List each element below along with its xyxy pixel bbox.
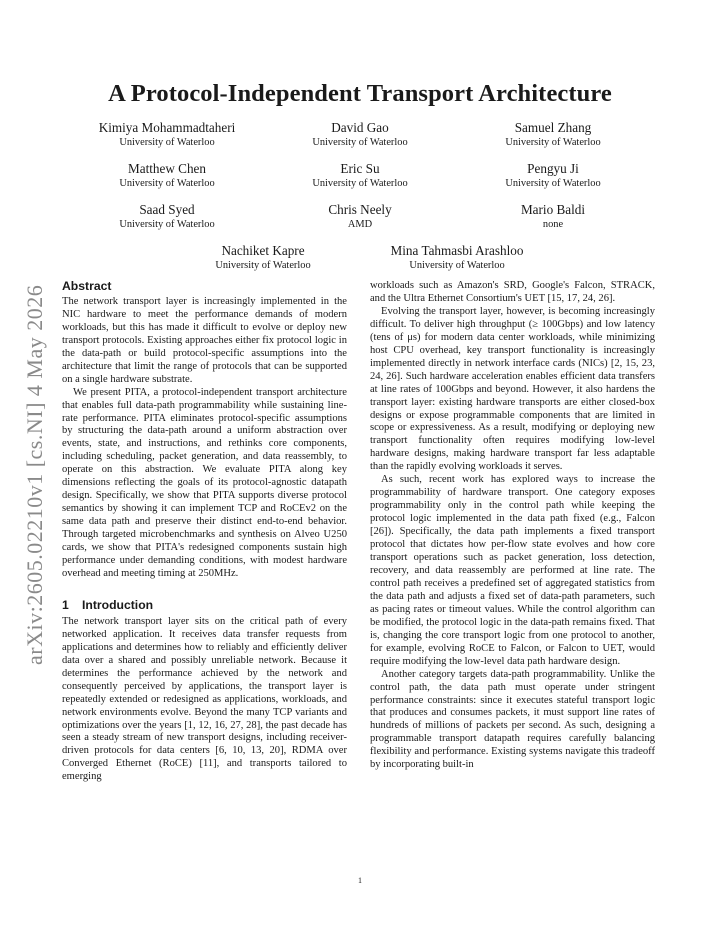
author-affiliation: University of Waterloo: [409, 260, 505, 271]
abstract-heading: Abstract: [62, 279, 112, 293]
paper-title: A Protocol-Independent Transport Architecture: [108, 80, 612, 107]
author-block: [67, 161, 267, 191]
author-name: Chris Neely: [328, 202, 392, 217]
body-paragraph: As such, recent work has explored ways to increase the programmability of hardware transport. One category exposes programmability only in the control path while keeping the protocol logic implemented in the data path fixed (e.g., Falcon [26]). Specifically, the data path implements a fixed transport protocol that dictates how per-flow state evolves and how core transport operations such as packet generation, loss detection, recovery, and data reassembly are performed at line rate. The control path receives a predefined set of aggregated statistics from the data path and adjusts a fixed set of data-path parameters, such as pacing rates or timeout values. While the control algorithm can be modified, the protocol logic in the data-path remains fixed. That is, changing the core transport logic from one protocol to another, for example, evolving RoCE to Falcon, or Falcon to UET, would require modifying the low-level data path hardware design.: [370, 474, 655, 667]
body-paragraph: workloads such as Amazon's SRD, Google's Falcon, STRACK, and the Ultra Ethernet Consortium's UET [15, 17, 24, 26].: [370, 280, 655, 304]
author-name: Samuel Zhang: [514, 120, 592, 135]
author-name: Matthew Chen: [127, 161, 206, 176]
author-affiliation: University of Waterloo: [505, 178, 601, 189]
author-block: [67, 120, 267, 150]
body-paragraph: Another category targets data-path programmability. Unlike the control path, the data path must operate under stringent performance constraints: since it executes stateful transport logic that produces and consumes packets, it must support line rates of hundreds of millions of packets per second. As such, designing a programmable transport datapath requires carefully balancing flexibility and performance. Existing systems navigate this tradeoff by incorporating built-in: [370, 668, 655, 771]
author-name: Saad Syed: [139, 202, 195, 217]
page-number: 1: [358, 876, 362, 885]
author-block: [453, 202, 653, 232]
author-block: [453, 161, 653, 191]
author-block: [357, 243, 557, 273]
author-affiliation: University of Waterloo: [119, 137, 215, 148]
author-name: Pengyu Ji: [527, 161, 579, 176]
author-name: Kimiya Mohammadtaheri: [98, 120, 236, 135]
author-name: Nachiket Kapre: [221, 243, 305, 258]
author-block: [67, 202, 267, 232]
author-name: Mario Baldi: [520, 202, 586, 217]
author-affiliation: none: [542, 219, 564, 230]
abstract-paragraph: The network transport layer is increasingly implemented in the NIC hardware to meet the performance demands of modern workloads, but this has made it difficult to evolve or deploy new transport protocols. Existing approaches either fix protocol logic in the data-path or build protocol-specific assumptions into the architecture that limit the range of protocols that can be supported on a single hardware substrate.: [62, 295, 347, 385]
abstract-paragraph: We present PITA, a protocol-independent transport architecture that enables full data-path programmability while sustaining line-rate performance. PITA eliminates protocol-specific assumptions by structuring the data-path around a uniform abstraction over events, state, and instructions, and rethinks core components, including scheduling, packet generation, and data reassembly, to operate on this abstraction. We evaluate PITA along key dimensions reflecting the goals of its protocol-agnostic datapath design. Specifically, we show that PITA supports diverse protocol semantics by showing it can implement TCP and RoCEv2 on the same data path and preserve their distinct end-to-end behavior. Through targeted microbenchmarks and synthesis on Alveo U250 cards, we show that PITA's redesigned components sustain high performance under demanding conditions, with modest hardware overhead and meeting timing at 250MHz.: [62, 386, 347, 579]
author-affiliation: University of Waterloo: [505, 137, 601, 148]
author-block: [163, 243, 363, 273]
author-affiliation: University of Waterloo: [312, 178, 408, 189]
section-heading: [62, 599, 347, 612]
author-affiliation: University of Waterloo: [312, 137, 408, 148]
body-paragraph: The network transport layer sits on the critical path of every networked application. It receives data transfer requests from applications and determines how to reliably and efficiently deliver data over a shared and possibly unreliable network. Because it determines the performance achieved by the network and consequently perceived by applications, the transport layer is repeatedly extended or redesigned as applications, workloads, and network environments evolve. Beyond the many TCP variants and optimizations over the years [1, 12, 16, 27, 28], the past decade has seen a steady stream of new transport designs, including receiver-driven protocols for data centers [6, 10, 13, 20], RDMA over Converged Ethernet (RoCE) [11], and transports tailored to emerging: [62, 615, 347, 783]
author-affiliation: University of Waterloo: [119, 219, 215, 230]
author-block: [260, 202, 460, 232]
author-block: [453, 120, 653, 150]
author-name: Eric Su: [340, 161, 380, 176]
arxiv-id: arXiv:2605.02210v1 [cs.NI] 4 May 2026: [22, 284, 47, 665]
arxiv-stamp: [4, 260, 60, 670]
section-number: 1: [62, 597, 69, 612]
author-affiliation: University of Waterloo: [215, 260, 311, 271]
section-title: Introduction: [82, 597, 154, 612]
author-block: [260, 120, 460, 150]
author-name: David Gao: [331, 120, 389, 135]
author-affiliation: AMD: [347, 219, 373, 230]
left-column: [62, 280, 347, 784]
body-paragraph: Evolving the transport layer, however, is becoming increasingly difficult. To deliver high throughput (≥ 100Gbps) and low latency (tens of μs) for modern data center workloads, while minimizing host CPU overhead, key transport functionality is increasingly implemented directly in network interface cards (NICs) [2, 15, 23, 24, 26]. Such hardware acceleration enables efficient data transfers at line rates of 100Gbps and beyond. However, it also hardens the transport layer: existing hardware transports are either closed-box designs or expose programmable components that are limited in scope or expressiveness. As a result, modifying or deploying new transport functionality often requires modifying low-level hardware designs, making hardware transport far less adaptable than the rapidly evolving workloads it serves.: [370, 305, 655, 473]
author-name: Mina Tahmasbi Arashloo: [390, 243, 524, 258]
author-affiliation: University of Waterloo: [119, 178, 215, 189]
right-column: [370, 280, 655, 772]
author-block: [260, 161, 460, 191]
